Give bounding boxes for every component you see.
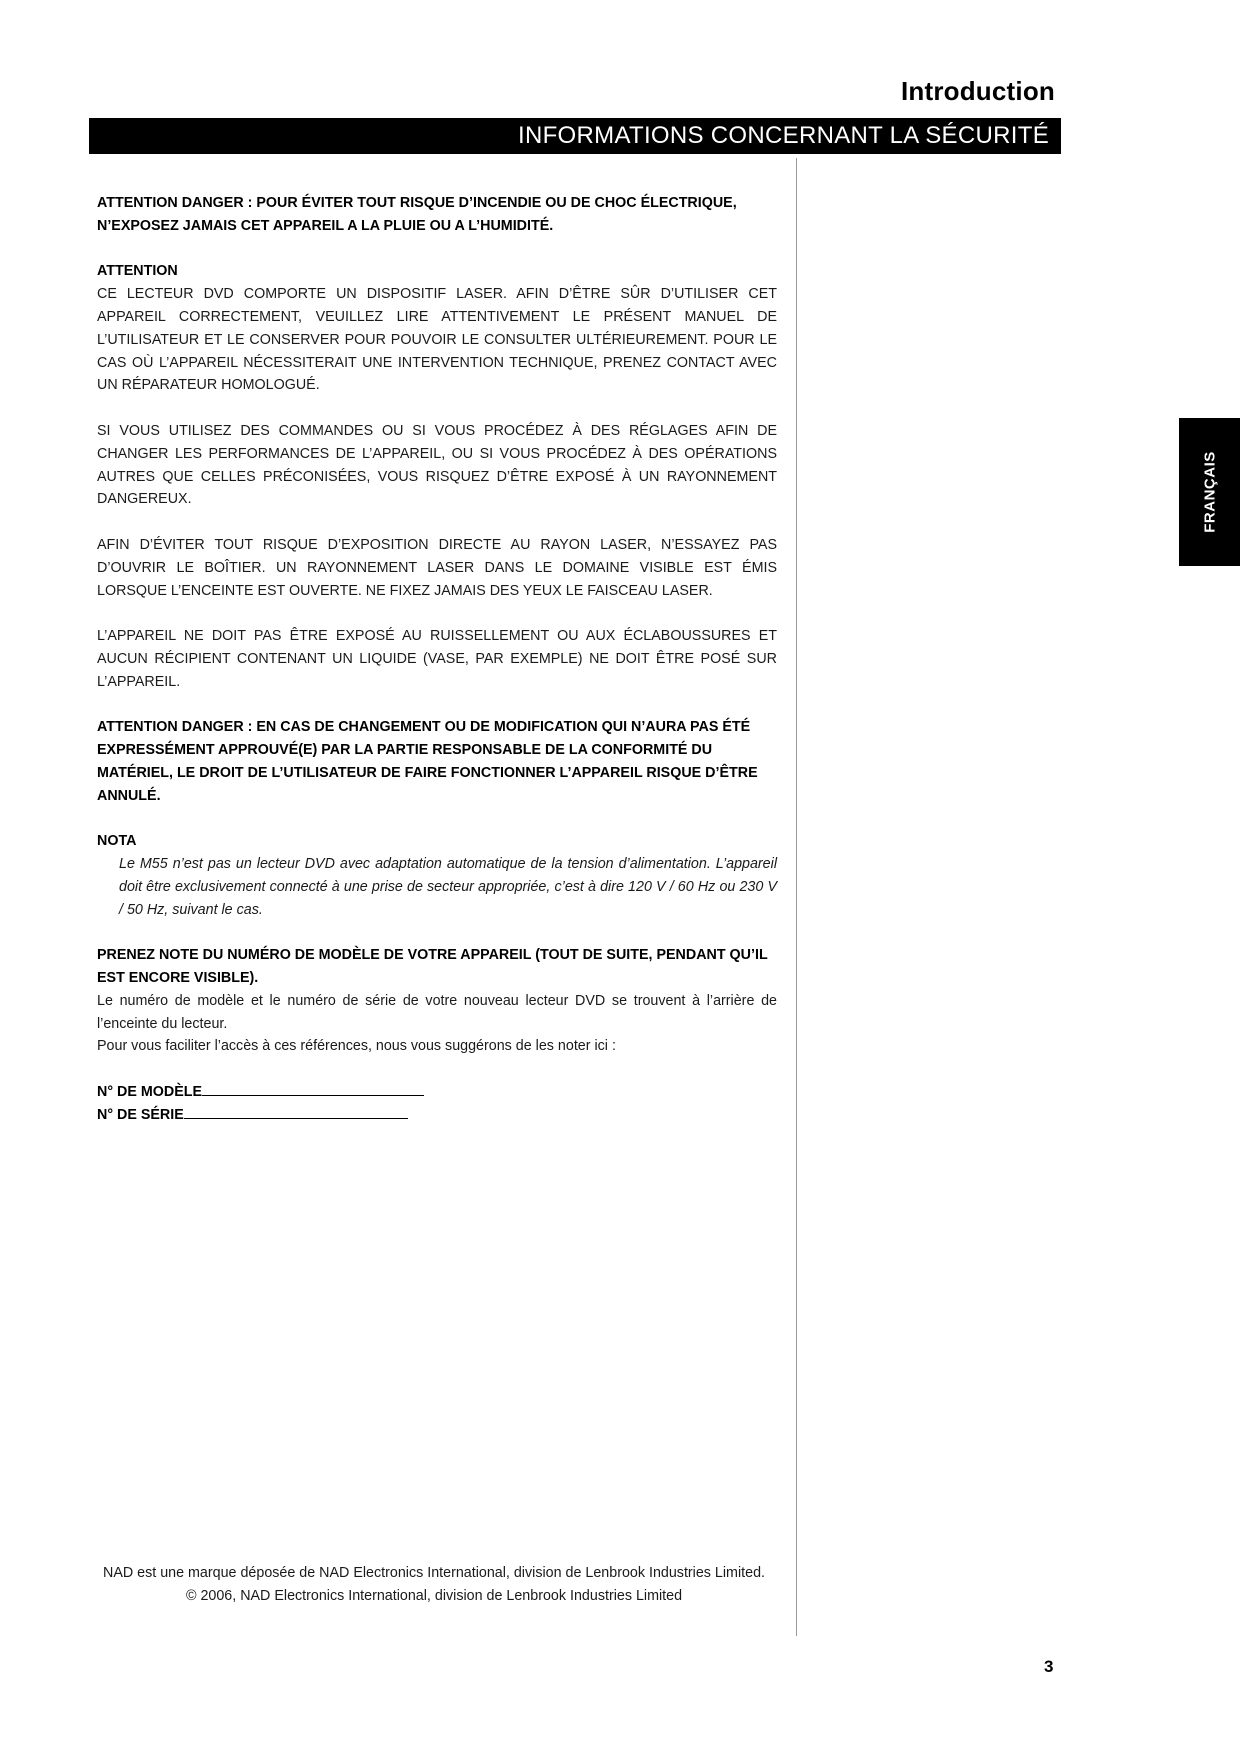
section-banner: INFORMATIONS CONCERNANT LA SÉCURITÉ xyxy=(89,118,1061,154)
main-content xyxy=(97,192,777,1127)
danger-warning-1: ATTENTION DANGER : POUR ÉVITER TOUT RISQUE D’INCENDIE OU DE CHOC ÉLECTRIQUE, N’EXPOSEZ JAMAIS CET APPAREIL A LA PLUIE OU A L’HUMIDITÉ. xyxy=(97,195,737,234)
danger-warning-2: ATTENTION DANGER : EN CAS DE CHANGEMENT OU DE MODIFICATION QUI N’AURA PAS ÉTÉ EXPRESSÉMENT APPROUVÉ(E) PAR LA PARTIE RESPONSABLE DE LA CONFORMITÉ DU MATÉRIEL, LE DROIT DE L’UTILISATEUR DE FAIRE FONCTIONNER L’APPAREIL RISQUE D’ÊTRE ANNULÉ. xyxy=(97,719,758,804)
serial-label: N° DE SÉRIE xyxy=(97,1106,184,1123)
serial-blank-line xyxy=(184,1118,408,1119)
page-title: Introduction xyxy=(900,76,1055,106)
column-divider xyxy=(796,158,797,1636)
model-number-text-2: Pour vous faciliter l’accès à ces références, nous vous suggérons de les noter ici : xyxy=(97,1038,616,1055)
nota-text: Le M55 n’est pas un lecteur DVD avec adaptation automatique de la tension d’alimentation. L’appareil doit être exclusivement connecté à une prise de secteur appropriée, c’est à dire 120 V / 60 Hz ou 230 V / 50 Hz, suivant le cas. xyxy=(119,856,777,918)
attention-paragraph-2: SI VOUS UTILISEZ DES COMMANDES OU SI VOUS PROCÉDEZ À DES RÉGLAGES AFIN DE CHANGER LES PERFORMANCES DE L’APPAREIL, OU SI VOUS PROCÉDEZ À DES OPÉRATIONS AUTRES QUE CELLES PRÉCONISÉES, VOUS RISQUEZ D’ÊTRE EXPOSÉ À UN RAYONNEMENT DANGEREUX. xyxy=(97,422,777,508)
footer xyxy=(89,1562,779,1608)
attention-paragraph-4: L’APPAREIL NE DOIT PAS ÊTRE EXPOSÉ AU RUISSELLEMENT OU AUX ÉCLABOUSSURES ET AUCUN RÉCIPIENT CONTENANT UN LIQUIDE (VASE, PAR EXEMPLE) NE DOIT ÊTRE POSÉ SUR L’APPAREIL. xyxy=(97,628,777,690)
nota-heading: NOTA xyxy=(97,833,137,850)
model-label: N° DE MODÈLE xyxy=(97,1084,203,1101)
model-number-heading: PRENEZ NOTE DU NUMÉRO DE MODÈLE DE VOTRE APPAREIL (TOUT DE SUITE, PENDANT QU’IL EST ENCORE VISIBLE). xyxy=(97,947,768,987)
model-field xyxy=(97,1081,777,1104)
attention-paragraph-1: CE LECTEUR DVD COMPORTE UN DISPOSITIF LASER. AFIN D’ÊTRE SÛR D’UTILISER CET APPAREIL CORRECTEMENT, VEUILLEZ LIRE ATTENTIVEMENT LE PRÉSENT MANUEL DE L’UTILISATEUR ET LE CONSERVER POUR POUVOIR LE CONSULTER ULTÉRIEUREMENT. POUR LE CAS OÙ L’APPAREIL NÉCESSITERAIT UNE INTERVENTION TECHNIQUE, PRENEZ CONTACT AVEC UN RÉPARATEUR HOMOLOGUÉ. xyxy=(97,286,777,394)
language-tab-label: FRANÇAIS xyxy=(1201,451,1218,533)
serial-field xyxy=(97,1104,777,1127)
footer-copyright: © 2006, NAD Electronics International, division de Lenbrook Industries Limited xyxy=(185,1587,683,1604)
model-number-text-1: Le numéro de modèle et le numéro de série de votre nouveau lecteur DVD se trouvent à l’arrière de l’enceinte du lecteur. xyxy=(97,992,777,1032)
attention-heading: ATTENTION xyxy=(97,263,178,280)
attention-paragraph-3: AFIN D’ÉVITER TOUT RISQUE D’EXPOSITION DIRECTE AU RAYON LASER, N’ESSAYEZ PAS D’OUVRIR LE BOÎTIER. UN RAYONNEMENT LASER DANS LE DOMAINE VISIBLE EST ÉMIS LORSQUE L’ENCEINTE EST OUVERTE. NE FIXEZ JAMAIS DES YEUX LE FAISCEAU LASER. xyxy=(97,536,777,599)
page-number: 3 xyxy=(1044,1657,1054,1676)
footer-trademark: NAD est une marque déposée de NAD Electronics International, division de Lenbrook Industries Limited. xyxy=(103,1565,765,1581)
model-blank-line xyxy=(202,1095,424,1096)
language-tab xyxy=(1179,418,1240,566)
